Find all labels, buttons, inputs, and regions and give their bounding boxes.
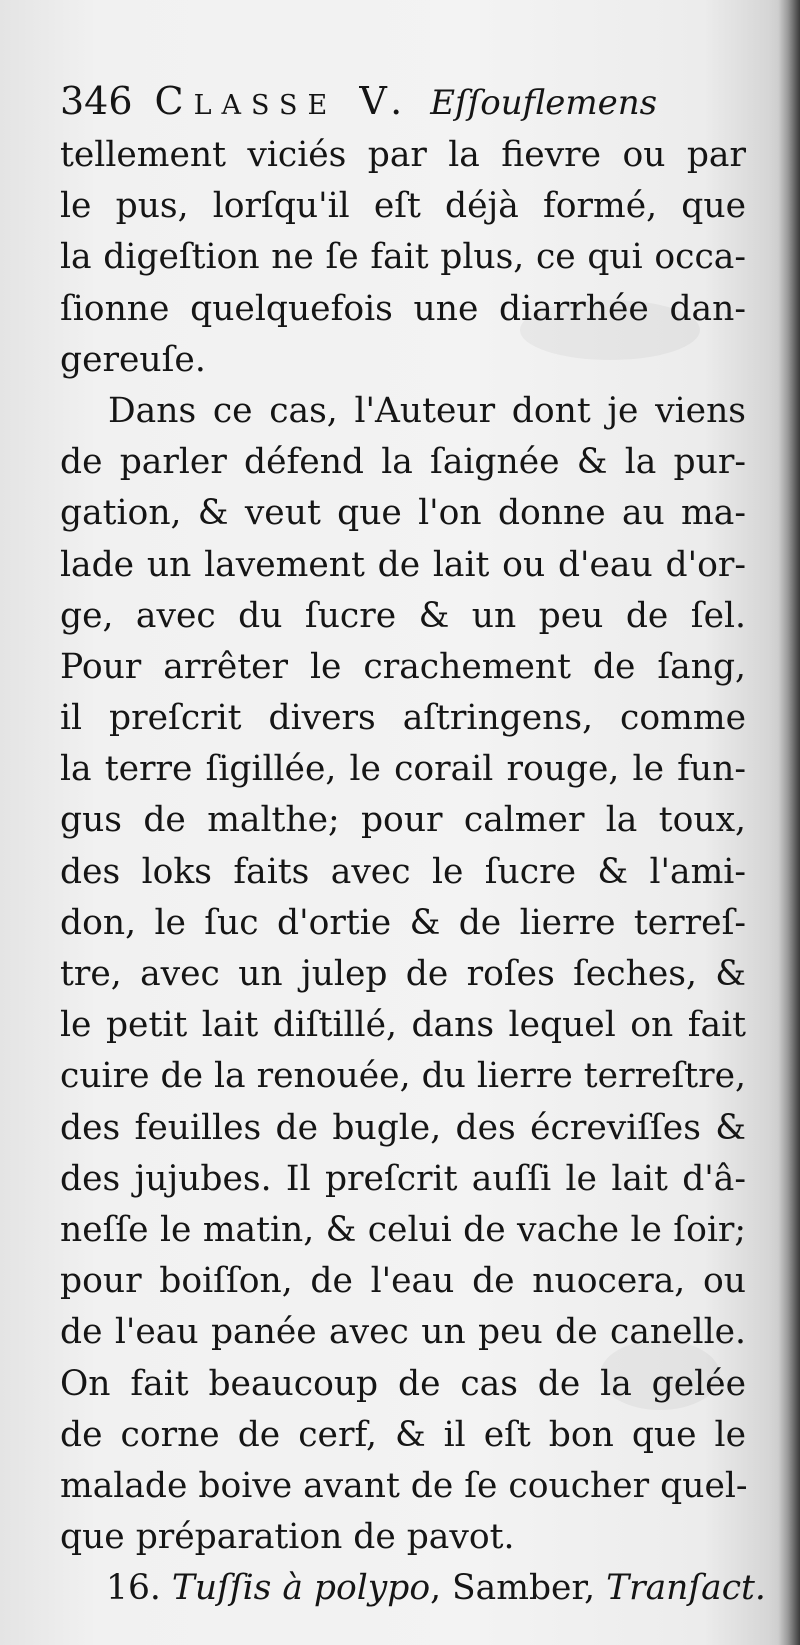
text-line: des feuilles de bugle, des écreviſſes &: [60, 1107, 746, 1148]
page-number: 346: [60, 79, 133, 123]
text-line: des jujubes. Il preſcrit auſſi le lait d'â-: [60, 1158, 746, 1199]
text-line: il preſcrit divers aſtringens, comme: [60, 698, 746, 739]
text-block: [60, 72, 766, 1614]
paragraph: [60, 130, 746, 386]
text-line: gereuſe.: [60, 339, 206, 380]
text-line: la digeſtion ne ſe fait plus, ce qui occa-: [60, 237, 746, 278]
text-line: gation, & veut que l'on donne au ma-: [60, 493, 746, 534]
book-spine-shadow: [778, 0, 800, 1645]
text-line: Dans ce cas, l'Auteur dont je viens: [108, 390, 746, 431]
text-line: que préparation de pavot.: [60, 1517, 515, 1558]
text-line: la terre ſigillée, le corail rouge, le fun-: [60, 749, 746, 790]
text-line: On fait beaucoup de cas de la gelée: [60, 1363, 746, 1404]
text-line: pour boiſſon, de l'eau de nuocera, ou: [60, 1261, 746, 1302]
text-line: de parler défend la ſaignée & la pur-: [60, 442, 746, 483]
text-line: neſſe le matin, & celui de vache le ſoir;: [60, 1209, 746, 1250]
text-line: de l'eau panée avec un peu de canelle.: [60, 1312, 746, 1353]
comma: ,: [430, 1568, 453, 1609]
paragraph: [60, 386, 746, 1563]
section-title: Eſſouflemens: [430, 83, 658, 123]
text-line: le petit lait diſtillé, dans lequel on fait: [60, 1005, 746, 1046]
text-line: tellement viciés par la fievre ou par: [60, 135, 746, 175]
text-line: cuire de la renouée, du lierre terreſtre,: [60, 1056, 746, 1097]
class-label: Classe V.: [154, 79, 413, 123]
footnote-line: [60, 1563, 766, 1614]
text-line: malade boive avant de ſe coucher quel-: [60, 1465, 748, 1506]
text-line: don, le ſuc d'ortie & de lierre terreſ-: [60, 902, 746, 943]
body-text: [60, 130, 746, 1563]
text-line: gus de malthe; pour calmer la toux,: [60, 800, 746, 841]
footnote-author: Samber: [452, 1568, 585, 1609]
text-line: le pus, lorſqu'il eſt déjà formé, que: [60, 186, 746, 227]
running-head: [60, 72, 746, 130]
comma: ,: [584, 1568, 607, 1609]
footnote-reference: Tranſact.: [606, 1568, 766, 1609]
text-line: ge, avec du ſucre & un peu de ſel.: [60, 595, 746, 636]
text-line: des loks faits avec le ſucre & l'ami-: [60, 851, 746, 892]
text-line: tre, avec un julep de roſes ſeches, &: [60, 954, 746, 994]
footnote-number: 16.: [106, 1568, 161, 1609]
text-line: de corne de cerf, & il eſt bon que le: [60, 1414, 746, 1455]
footnote-title: Tuſſis à polypo: [171, 1568, 431, 1609]
text-line: ſionne quelquefois une diarrhée dan-: [60, 288, 746, 329]
text-line: lade un lavement de lait ou d'eau d'or-: [60, 544, 746, 585]
text-line: Pour arrêter le crachement de ſang,: [60, 646, 746, 687]
